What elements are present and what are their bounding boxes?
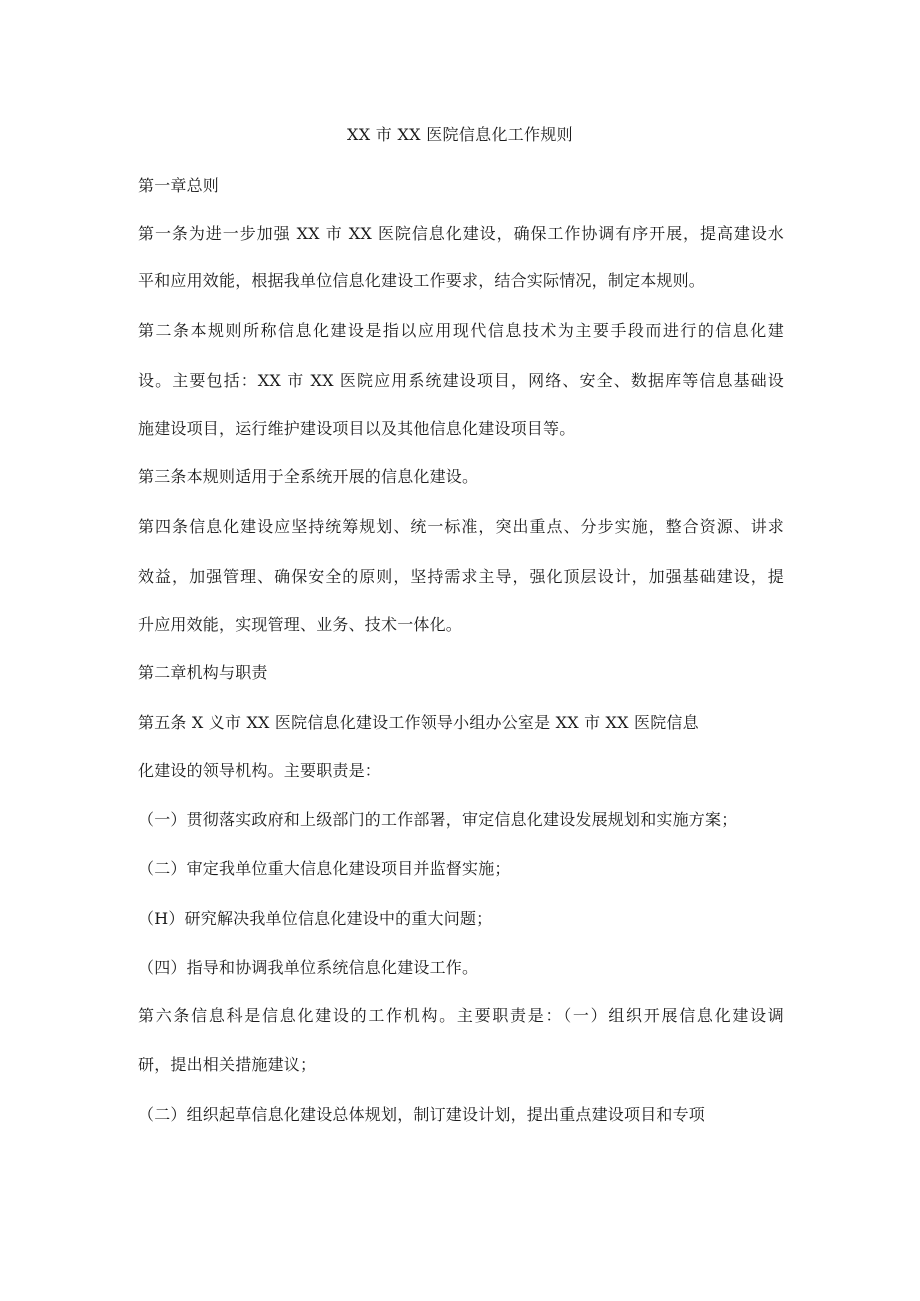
chapter-heading: 第二章机构与职责 bbox=[138, 663, 268, 682]
list-item: （二）组织起草信息化建设总体规划，制订建设计划，提出重点建设项目和专项 bbox=[138, 1105, 706, 1124]
paragraph-line: 第一条为进一步加强 XX 市 XX 医院信息化建设，确保工作协调有序开展，提高建设水 bbox=[138, 224, 784, 243]
paragraph-line: 效益，加强管理、确保安全的原则，坚持需求主导，强化顶层设计，加强基础建设，提 bbox=[138, 567, 784, 586]
document-title: XX 市 XX 医院信息化工作规则 bbox=[347, 125, 573, 144]
paragraph-line: 第六条信息科是信息化建设的工作机构。主要职责是：（一）组织开展信息化建设调 bbox=[138, 1006, 784, 1025]
paragraph-line: 研，提出相关措施建议； bbox=[138, 1055, 317, 1074]
paragraph-line: 第二条本规则所称信息化建设是指以应用现代信息技术为主要手段而进行的信息化建 bbox=[138, 321, 784, 340]
paragraph-line: 第三条本规则适用于全系统开展的信息化建设。 bbox=[138, 467, 479, 486]
list-item: （一）贯彻落实政府和上级部门的工作部署，审定信息化建设发展规划和实施方案； bbox=[138, 810, 738, 829]
list-item: （二）审定我单位重大信息化建设项目并监督实施； bbox=[138, 859, 511, 878]
list-item: （四）指导和协调我单位系统信息化建设工作。 bbox=[138, 958, 479, 977]
paragraph-line: 化建设的领导机构。主要职责是： bbox=[138, 761, 382, 780]
paragraph-line: 升应用效能，实现管理、业务、技术一体化。 bbox=[138, 615, 463, 634]
list-item: （H）研究解决我单位信息化建设中的重大问题； bbox=[138, 909, 493, 928]
paragraph-line: 施建设项目，运行维护建设项目以及其他信息化建设项目等。 bbox=[138, 419, 576, 438]
paragraph-line: 平和应用效能，根据我单位信息化建设工作要求，结合实际情况，制定本规则。 bbox=[138, 271, 706, 290]
paragraph-line: 第四条信息化建设应坚持统筹规划、统一标准，突出重点、分步实施，整合资源、讲求 bbox=[138, 517, 784, 536]
paragraph-line: 第五条 X 义市 XX 医院信息化建设工作领导小组办公室是 XX 市 XX 医院信息 bbox=[138, 713, 699, 732]
paragraph-line: 设。主要包括：XX 市 XX 医院应用系统建设项目，网络、安全、数据库等信息基础设 bbox=[138, 371, 784, 390]
chapter-heading: 第一章总则 bbox=[138, 176, 220, 195]
